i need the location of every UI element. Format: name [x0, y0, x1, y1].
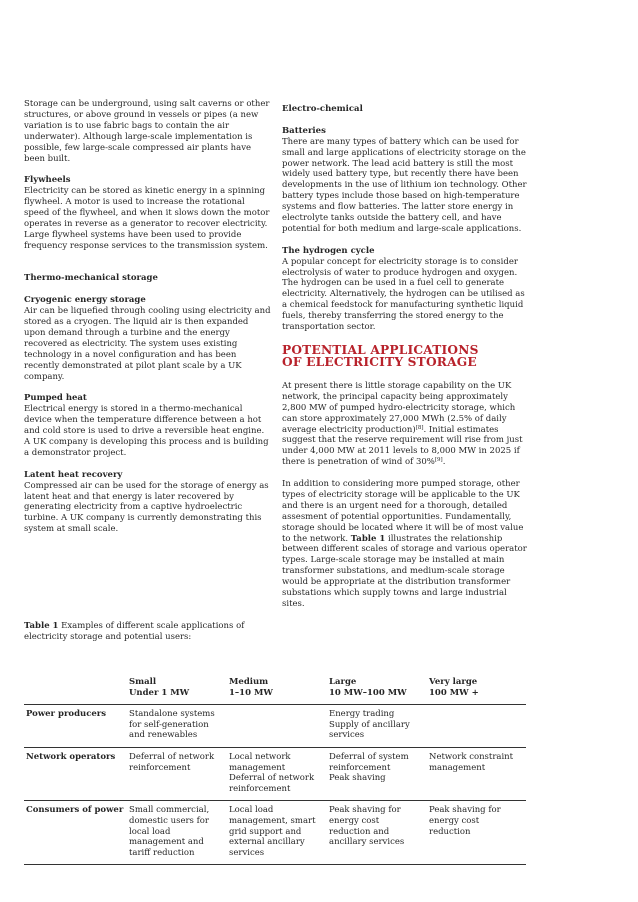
- cell-line: Local network management: [229, 751, 291, 773]
- cell-line: Small commercial, domestic users for local load management and tariff reduction: [129, 805, 210, 858]
- table-row: [24, 801, 526, 865]
- section-title-line-2: OF ELECTRICITY STORAGE: [282, 354, 477, 369]
- cell-line: Supply of ancillary services: [329, 719, 410, 741]
- table-header-row: [24, 673, 526, 705]
- column-header-line2: Under 1 MW: [129, 687, 190, 698]
- table-cell: [327, 801, 427, 865]
- electro-chemical-heading: Electro-chemical: [282, 104, 363, 114]
- table-cell: [327, 705, 427, 748]
- cell-line: Deferral of network reinforcement: [229, 773, 315, 794]
- hydrogen-heading: The hydrogen cycle: [282, 245, 375, 256]
- paragraph-text: illustrates the relationship between different scales of storage and various operator types. Large-scale storage may be installed at main transformer substations, and medium-scale storage would be appropriate at the distribution transformer substations which supply towns and large industrial sites.: [282, 533, 527, 609]
- section-title: [282, 344, 530, 368]
- cell-line: Deferral of network reinforcement: [129, 751, 215, 773]
- thermo-mechanical-heading: Thermo-mechanical storage: [24, 273, 158, 284]
- cell-line: Standalone systems for self-generation and renewables: [129, 709, 215, 741]
- table-cell: [427, 801, 526, 865]
- table-cell: [127, 705, 227, 748]
- table-row: [24, 705, 526, 748]
- table-cell: [427, 705, 526, 748]
- row-label: Consumers of power: [24, 801, 127, 865]
- column-header-line2: 10 MW–100 MW: [329, 687, 407, 698]
- column-header: [227, 673, 327, 705]
- column-header-line2: 1–10 MW: [229, 687, 273, 698]
- hydrogen-section: [282, 246, 530, 333]
- flywheels-section: [24, 175, 272, 251]
- row-label: Power producers: [24, 705, 127, 748]
- table-reference: Table 1: [350, 533, 386, 544]
- storage-capacity-paragraph: [282, 381, 530, 468]
- latent-heat-heading: Latent heat recovery: [24, 469, 123, 480]
- column-header: [127, 673, 227, 705]
- column-header-line1: Very large: [429, 677, 478, 687]
- flywheels-text: Electricity can be stored as kinetic energy in a spinning flywheel. A motor is used to increase the rotational speed of the flywheel, and when it slows down the motor operates in reverse as a generator to recover electricity. Large flywheel systems have been used to provide frequency response services to the transmission system.: [24, 186, 270, 251]
- flywheels-heading: Flywheels: [24, 175, 71, 186]
- cell-line: Local load management, smart grid support and external ancillary services: [229, 805, 316, 858]
- section-title-line-1: POTENTIAL APPLICATIONS: [282, 342, 479, 357]
- cryogenic-heading: Cryogenic energy storage: [24, 295, 146, 306]
- hydrogen-text: A popular concept for electricity storage is to consider electrolysis of water to produce hydrogen and oxygen. The hydrogen can be used in a fuel cell to generate electricity. Alternatively, the hydrogen can be utilised as a chemical feedstock for manufacturing synthetic liquid fuels, thereby transferring the stored energy to the transportation sector.: [282, 256, 525, 333]
- storage-applications-table: [24, 673, 526, 865]
- cell-line: Peak shaving for energy cost reduction and ancillary services: [329, 805, 405, 848]
- column-header-line1: Large: [329, 677, 357, 687]
- compressed-air-paragraph: Storage can be underground, using salt caverns or other structures, or above ground in vessels or pipes (a new variation is to use fabric bags to contain the air underwater). Although large-scale implementation is possible, few large-scale compressed air plants have been built.: [24, 99, 270, 164]
- table-cell: [327, 747, 427, 800]
- batteries-text: There are many types of battery which can be used for small and large applications of electricity storage on the power network. The lead acid battery is still the most widely used battery type, but recently there have been developments in the use of lithium ion technology. Other battery types include those based on high-temperature systems and flow batteries. The latter store energy in electrolyte tanks outside the battery cell, and have potential for both medium and large-scale applications.: [282, 136, 527, 234]
- column-header: [327, 673, 427, 705]
- column-header: [24, 673, 127, 705]
- table-cell: [227, 801, 327, 865]
- table-row: [24, 747, 526, 800]
- table-cell: [427, 747, 526, 800]
- cryogenic-text: Air can be liquefied through cooling using electricity and stored as a cryogen. The liquid air is then expanded upon demand through a turbine and the energy recovered as electricity. The system uses existing technology in a novel configuration and has been recently demonstrated at pilot plant scale by a UK company.: [24, 306, 271, 382]
- right-column: [282, 104, 530, 621]
- pumped-heat-section: [24, 393, 272, 458]
- table-caption: [24, 621, 272, 643]
- column-header-line1: Small: [129, 677, 157, 687]
- row-label: Network operators: [24, 747, 127, 800]
- latent-heat-text: Compressed air can be used for the storage of energy as latent heat and that energy is later recovered by generating electricity from a captive hydroelectric turbine. A UK company is currently demonstrating this system at small scale.: [24, 480, 269, 535]
- cell-line: Peak shaving for energy cost reduction: [429, 805, 501, 837]
- table-cell: [227, 705, 327, 748]
- left-column: [24, 99, 272, 546]
- pumped-heat-text: Electrical energy is stored in a thermo-mechanical device when the temperature difference between a hot and cold store is used to drive a reversible heat engine. A UK company is developing this process and is building a demonstrator project.: [24, 404, 269, 458]
- paragraph-text: . Initial estimates suggest that the reserve requirement will rise from just under 4,000 MW at 2011 levels to 8,000 MW in 2025 if there is penetration of wind of 30%: [282, 424, 523, 468]
- paragraph-text: In addition to considering more pumped storage, other types of electricity storage will be applicable to the UK and there is an urgent need for a thorough, detailed assesment of potential opportunities. Fundamentally, storage should be located where it will be of most value to the network.: [282, 479, 524, 544]
- cell-line: Network constraint management: [429, 751, 514, 773]
- cell-line: Peak shaving: [329, 773, 386, 784]
- cell-line: Deferral of system reinforcement: [329, 751, 409, 773]
- storage-types-paragraph: [282, 479, 530, 610]
- reference-9: [9]: [434, 457, 443, 464]
- paragraph-text: At present there is little storage capability on the UK network, the principal capacity being approximately 2,800 MW of pumped hydro-electricity storage, which can store approximately 27,000 MWh (2.5% of daily average electricity production): [282, 380, 516, 435]
- table-cell: [127, 747, 227, 800]
- latent-heat-section: [24, 470, 272, 535]
- table-caption-label: Table 1: [24, 621, 59, 631]
- table-cell: [227, 747, 327, 800]
- paragraph-text: .: [442, 457, 446, 468]
- batteries-section: [282, 126, 530, 235]
- column-header-line2: 100 MW +: [429, 687, 479, 698]
- cell-line: Energy trading: [329, 709, 395, 720]
- table-caption-text: Examples of different scale applications of electricity storage and potential users:: [24, 621, 245, 642]
- reference-8: [8]: [415, 424, 424, 431]
- batteries-heading: Batteries: [282, 125, 326, 136]
- column-header: [427, 673, 526, 705]
- column-header-line1: Medium: [229, 677, 269, 687]
- cryogenic-section: [24, 295, 272, 382]
- pumped-heat-heading: Pumped heat: [24, 393, 87, 404]
- table-cell: [127, 801, 227, 865]
